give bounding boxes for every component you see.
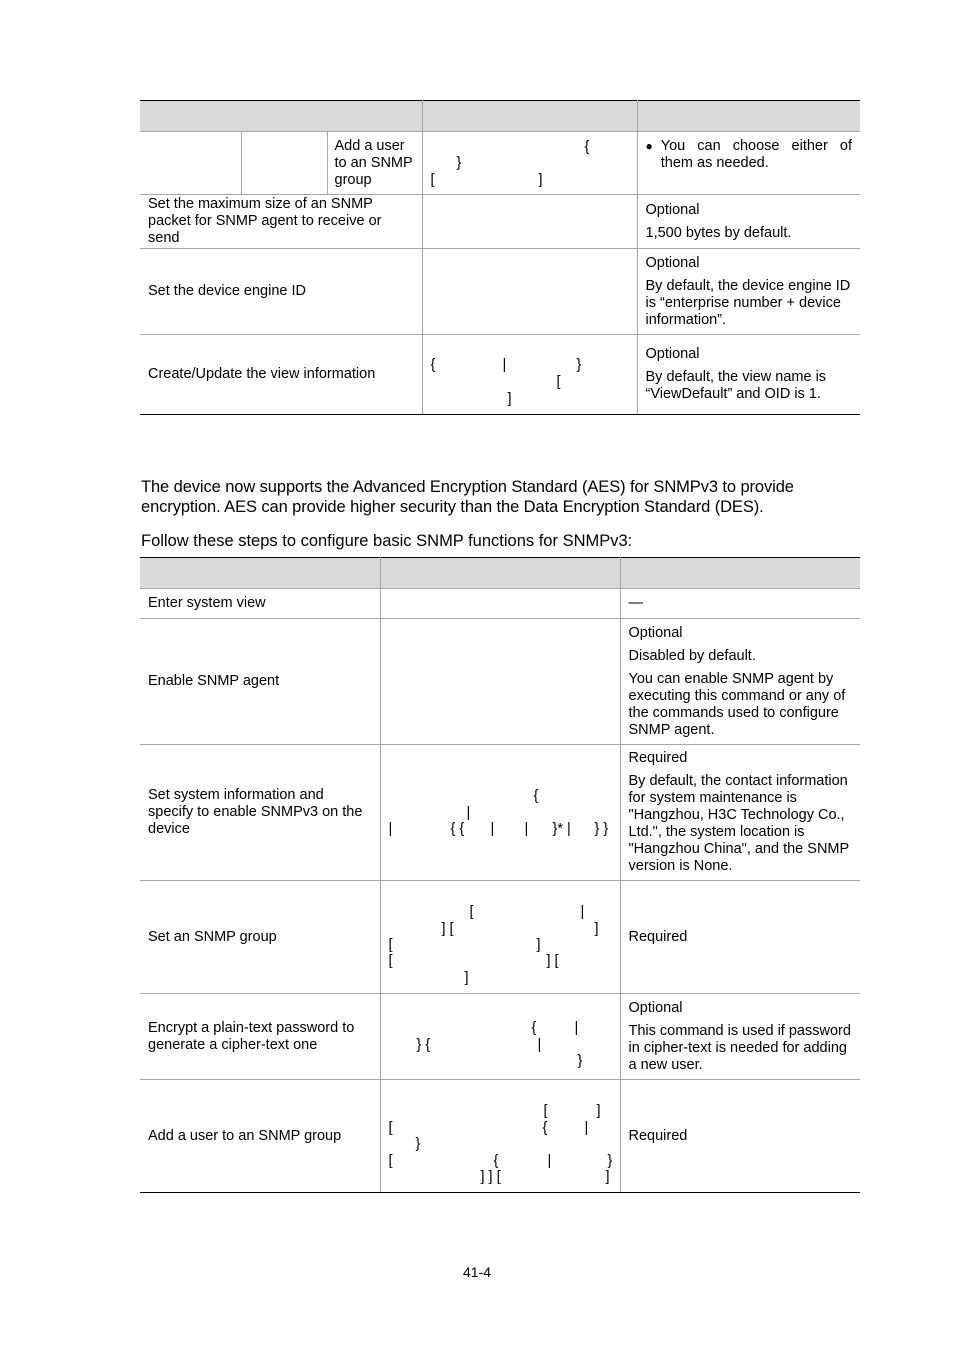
remark-text: Optional — [645, 254, 700, 271]
table-row — [140, 249, 860, 335]
command-fragment: [ — [469, 904, 474, 920]
step-cell — [140, 619, 380, 745]
command-fragment: | — [584, 1120, 589, 1136]
command-fragment: { — [493, 1153, 499, 1169]
command-fragment: [ — [388, 937, 393, 953]
command-fragment: [ — [430, 172, 435, 188]
remark-text: By default, the view name is “ViewDefault” and OID is 1. — [645, 369, 827, 402]
command-fragment: } — [577, 1053, 583, 1069]
command-fragment: ] ] [ — [480, 1169, 501, 1185]
step-text: Enter system view — [148, 595, 266, 611]
command-fragment: { — [430, 357, 436, 373]
step-cell — [140, 335, 422, 415]
command-fragment: ] — [605, 1169, 610, 1185]
command-fragment: } — [456, 155, 462, 171]
command-cell — [380, 619, 620, 745]
remarks-cell — [620, 1080, 860, 1193]
step-cell — [140, 589, 380, 619]
remark-text: Required — [628, 750, 688, 766]
step-text: Set the maximum size of an SNMP packet for SNMP agent to receive or send — [148, 196, 382, 246]
step-text: Add a user to an SNMP group — [334, 137, 413, 188]
command-cell — [380, 1080, 620, 1193]
command-fragment: ] [ — [441, 921, 454, 937]
remarks-cell — [620, 881, 860, 994]
remark-text: Required — [628, 928, 688, 945]
remarks-cell — [620, 589, 860, 619]
command-fragment: | — [524, 821, 529, 837]
command-fragment: | — [502, 357, 507, 373]
command-fragment: | — [537, 1037, 542, 1053]
command-fragment: ] — [594, 921, 599, 937]
page-number: 41-4 — [462, 1264, 492, 1280]
command-cell — [380, 994, 620, 1080]
command-fragment: | — [388, 821, 393, 837]
remark-text: This command is used if password in cipher-text is needed for adding a new user. — [628, 1022, 851, 1073]
remarks-cell — [620, 745, 860, 881]
command-cell — [380, 745, 620, 881]
command-cell — [422, 132, 637, 195]
command-fragment: | — [580, 904, 585, 920]
table-header-row — [140, 101, 860, 132]
header-cell-step — [140, 558, 380, 589]
command-fragment: ] — [507, 391, 512, 407]
step-text: Create/Update the view information — [148, 366, 376, 382]
table-row — [140, 881, 860, 994]
command-fragment: | — [574, 1020, 579, 1036]
header-cell-step — [140, 101, 422, 132]
remark-text: Optional — [645, 346, 700, 362]
remark-text: Optional — [645, 201, 700, 218]
remark-text: Optional — [628, 999, 683, 1016]
command-fragment: [ — [556, 374, 561, 390]
step-cell — [140, 249, 422, 335]
table-row — [140, 1080, 860, 1193]
command-cell — [422, 335, 637, 415]
table-row — [140, 994, 860, 1080]
command-fragment: [ — [388, 1120, 393, 1136]
command-fragment: ] — [538, 172, 543, 188]
remark-text: You can choose either of them as needed. — [660, 138, 852, 171]
command-fragment: } — [415, 1136, 421, 1152]
table-row — [140, 745, 860, 881]
step-cell — [140, 195, 422, 249]
table-row — [140, 619, 860, 745]
step-cell — [140, 745, 380, 881]
command-cell — [380, 881, 620, 994]
command-fragment: }* | — [552, 821, 571, 837]
command-fragment: | — [490, 821, 495, 837]
command-cell — [422, 195, 637, 249]
command-fragment: | — [466, 805, 471, 821]
step-text: Set an SNMP group — [148, 928, 277, 945]
command-fragment: [ — [543, 1103, 548, 1119]
header-cell-remarks — [637, 101, 860, 132]
remarks-cell — [637, 249, 860, 335]
table-cell — [241, 132, 327, 195]
header-cell-command — [422, 101, 637, 132]
step-text: Add a user to an SNMP group — [148, 1127, 342, 1144]
command-fragment: | — [547, 1153, 552, 1169]
command-fragment: ] — [596, 1103, 601, 1119]
remark-text: Optional — [628, 624, 683, 641]
table-row — [140, 195, 860, 249]
remark-text: Disabled by default. — [628, 647, 756, 664]
instruction-paragraph: Follow these steps to configure basic SNMP functions for SNMPv3: — [141, 532, 633, 550]
continued-config-table — [140, 100, 860, 415]
table-row — [140, 132, 860, 195]
command-cell — [422, 249, 637, 335]
command-fragment: { — [584, 139, 590, 155]
remark-text: 1,500 bytes by default. — [645, 224, 792, 241]
intro-paragraph: The device now supports the Advanced Encryption Standard (AES) for SNMPv3 to provide encryption. AES can provide higher security than the Data Encryption Standard (DES). — [141, 478, 794, 516]
remarks-cell — [637, 195, 860, 249]
remarks-cell — [637, 132, 860, 195]
command-fragment: ] — [536, 937, 541, 953]
table-row — [140, 335, 860, 415]
bullet-icon: ● — [645, 139, 653, 153]
remarks-cell — [620, 994, 860, 1080]
command-fragment: { — [531, 1020, 537, 1036]
step-text: Set system information and specify to enable SNMPv3 on the device — [148, 787, 363, 837]
header-cell-remarks — [620, 558, 860, 589]
remarks-cell — [620, 619, 860, 745]
command-fragment: { { — [450, 821, 465, 837]
remark-text: — — [628, 595, 643, 611]
step-text: Enable SNMP agent — [148, 673, 280, 689]
remark-text: Required — [628, 1127, 688, 1144]
command-fragment: } — [576, 357, 582, 373]
remark-text: By default, the device engine ID is “enterprise number + device information”. — [645, 277, 851, 328]
header-cell-command — [380, 558, 620, 589]
step-text: Set the device engine ID — [148, 283, 306, 299]
table-header-row — [140, 558, 860, 589]
command-fragment: [ — [388, 953, 393, 969]
snmpv3-config-table — [140, 557, 860, 1193]
remarks-cell — [637, 335, 860, 415]
table-cell — [140, 132, 241, 195]
step-cell — [327, 132, 422, 195]
command-fragment: } { — [416, 1037, 431, 1053]
bullet-item — [646, 138, 853, 172]
command-fragment: { — [533, 788, 539, 804]
command-fragment: } — [607, 1153, 613, 1169]
step-cell — [140, 994, 380, 1080]
step-text: Encrypt a plain-text password to generate a cipher-text one — [148, 1019, 355, 1053]
table-row — [140, 589, 860, 619]
command-fragment: { — [542, 1120, 548, 1136]
remark-text: By default, the contact information for system maintenance is "Hangzhou, H3C Technology Co., Ltd.", the system location is "Hangzhou China", and the SNMP version is None. — [628, 773, 849, 874]
command-fragment: [ — [388, 1153, 393, 1169]
command-fragment: ] — [464, 970, 469, 986]
command-fragment: ] [ — [546, 953, 559, 969]
command-fragment: } } — [594, 821, 609, 837]
step-cell — [140, 881, 380, 994]
command-cell — [380, 589, 620, 619]
step-cell — [140, 1080, 380, 1193]
remark-text: You can enable SNMP agent by executing this command or any of the commands used to configure SNMP agent. — [628, 670, 846, 738]
